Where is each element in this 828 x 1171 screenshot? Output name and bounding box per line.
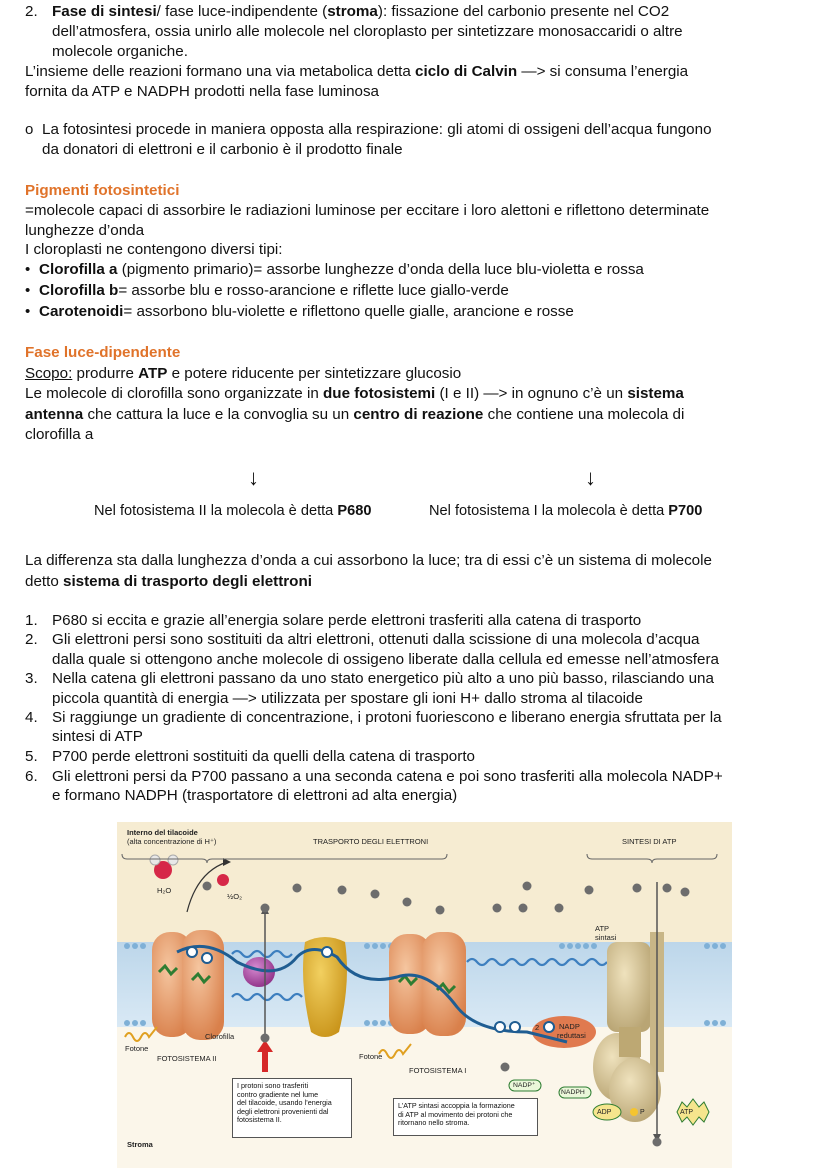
step-line: P700 perde elettroni sostituiti da quelli della catena di trasporto — [52, 748, 475, 765]
bullet-icon: • — [25, 303, 31, 320]
callout-atp-synthase — [393, 1098, 538, 1136]
label-interno-sub: (alta concentrazione di H⁺) — [127, 837, 217, 846]
calvin-text-b: —> si consuma l’energia — [517, 63, 689, 80]
pigment-item — [39, 302, 574, 322]
step-line: sintesi di ATP — [52, 728, 143, 745]
note-line2: da donatori di elettroni e il carbonio è il prodotto finale — [42, 141, 403, 158]
label-atp-sintasi-2: sintasi — [595, 933, 617, 942]
label-adp: ADP — [597, 1109, 612, 1116]
diff-bold: sistema di trasporto degli elettroni — [63, 573, 312, 590]
pigment-desc: = assorbe blu e rosso-arancione e riflette luce giallo-verde — [118, 282, 509, 299]
step-number: 4. — [25, 709, 38, 726]
label-h2o: H₂O — [157, 886, 172, 895]
down-arrow-icon: ↓ — [585, 465, 596, 490]
p1-text-a: Le molecole di clorofilla sono organizzate in — [25, 385, 324, 402]
diff-text: detto — [25, 573, 63, 590]
p2-text-b: che contiene una molecola di — [483, 406, 685, 423]
label-sintesi: SINTESI DI ATP — [622, 837, 677, 846]
pigment-item — [39, 281, 509, 301]
label-stroma: Stroma — [127, 1140, 153, 1149]
diff-line2 — [25, 572, 805, 592]
label-trasporto: TRASPORTO DEGLI ELETTRONI — [313, 837, 429, 846]
p2-text-a: che cattura la luce e la convoglia su un — [83, 406, 354, 423]
phase2-title: Fase di sintesi — [52, 3, 157, 20]
step-number: 1. — [25, 612, 38, 629]
label-pi: P — [640, 1109, 645, 1116]
label-fotosistema-2: FOTOSISTEMA II — [157, 1054, 217, 1063]
step-number: 6. — [25, 768, 38, 785]
step-line: piccola quantità di energia —> utilizzata per spostare gli ioni H+ dallo stroma al tilacoide — [52, 690, 643, 707]
calvin-line2: fornita da ATP e NADPH prodotti nella fase luminosa — [25, 83, 379, 100]
p700-label — [429, 501, 702, 521]
pigment-name: Carotenoidi — [39, 303, 124, 320]
p680-text: Nel fotosistema II la molecola è detta — [94, 503, 338, 519]
oxygen-atom-icon — [217, 874, 229, 886]
calvin-line1 — [25, 62, 805, 82]
pigment-desc: = assorbono blu-violette e riflettono quelle gialle, arancione e rosse — [123, 303, 574, 320]
pigmenti-line2: lunghezze d’onda — [25, 222, 145, 239]
phase2-line2: dell’atmosfera, ossia unirlo alle molecole nel cloroplasto per sintetizzare monosaccaridi o altre — [52, 23, 683, 40]
photosystem-1 — [389, 932, 466, 1036]
callout-line: I protoni sono trasferiti — [237, 1081, 309, 1090]
step-line: P680 si eccita e grazie all’energia solare perde elettroni trasferiti alla catena di trasporto — [52, 612, 642, 629]
phase2-line3: molecole organiche. — [52, 43, 188, 60]
callout-line: fotosistema II. — [237, 1115, 282, 1125]
callout-line: del tilacoide, usando l’energia — [237, 1098, 332, 1108]
label-nadp-reduttasi-2: reduttasi — [557, 1031, 586, 1040]
bullet-icon: • — [25, 282, 31, 299]
phosphate-icon — [630, 1108, 638, 1116]
pigment-desc: (pigmento primario)= assorbe lunghezze d’onda della luce blu-violetta e rossa — [117, 261, 644, 278]
phase2-text-b: ): fissazione del carbonio presente nel CO2 — [377, 3, 670, 20]
callout-line: L’ATP sintasi accoppia la formazione — [398, 1101, 515, 1110]
label-fotosistema-1: FOTOSISTEMA I — [409, 1066, 467, 1075]
scopo-bold: ATP — [138, 365, 168, 382]
calvin-text-a: L’insieme delle reazioni formano una via metabolica detta — [25, 63, 416, 80]
p2-bold1: antenna — [25, 406, 84, 423]
bullet-icon: • — [25, 261, 31, 278]
fotosistemi-line2 — [25, 405, 805, 425]
step-number: 2. — [25, 631, 38, 648]
step-line: Gli elettroni persi da P700 passano a una seconda catena e poi sono trasferiti alla molecola NADP+ — [52, 768, 723, 785]
step-line: e formano NADPH (trasportatore di elettroni ad alta energia) — [52, 787, 458, 804]
calvin-bold: ciclo di Calvin — [415, 63, 518, 80]
phase2-text-a: / fase luce-indipendente ( — [156, 3, 328, 20]
fotosistemi-line3: clorofilla a — [25, 426, 94, 443]
step-line: Nella catena gli elettroni passano da uno stato energetico più alto a uno più basso, rilasciando una — [52, 670, 714, 687]
phase2-line1 — [25, 2, 805, 22]
label-o2: ½O₂ — [227, 892, 242, 901]
step-number: 5. — [25, 748, 38, 765]
scopo-text-b: e potere riducente per sintetizzare glucosio — [167, 365, 462, 382]
callout-proton-transfer — [232, 1078, 352, 1138]
label-fotone: Fotone — [359, 1052, 383, 1061]
label-nadp-plus: NADP⁺ — [513, 1082, 536, 1089]
pigmenti-line3: I cloroplasti ne contengono diversi tipi: — [25, 241, 283, 258]
step-line: dalla quale si ottengono anche molecole di ossigeno liberate dalla cellula ed emesse nell’atmosfera — [52, 651, 719, 668]
pigment-item — [39, 260, 644, 280]
thylakoid-figure — [117, 822, 732, 1168]
p1-bold1: due fotosistemi — [323, 385, 436, 402]
p680-label — [94, 501, 371, 521]
fotosistemi-line1 — [25, 384, 805, 404]
pigment-name: Clorofilla b — [39, 282, 119, 299]
pigment-name: Clorofilla a — [39, 261, 118, 278]
down-arrow-icon: ↓ — [248, 465, 259, 490]
diff-line1: La differenza sta dalla lunghezza d’onda a cui assorbono la luce; tra di essi c’è un sistema di molecole — [25, 552, 712, 569]
label-clorofilla: Clorofilla — [205, 1032, 235, 1041]
step-line: Si raggiunge un gradiente di concentrazione, i protoni fuoriescono e liberano energia sfruttata per la — [52, 709, 722, 726]
callout-line: contro gradiente nel lume — [237, 1089, 319, 1099]
pigmenti-line1: =molecole capaci di assorbire le radiazioni luminose per eccitare i loro alettoni e riflettono determinate — [25, 202, 710, 219]
p2-bold2: centro di reazione — [353, 406, 484, 423]
scopo-text-a: produrre — [72, 365, 139, 382]
label-atp-sintasi-1: ATP — [595, 924, 610, 933]
label-fotone: Fotone — [125, 1044, 149, 1053]
pigmenti-heading: Pigmenti fotosintetici — [25, 182, 180, 199]
note-bullet-icon: o — [25, 121, 34, 138]
label-two: 2 — [535, 1023, 540, 1032]
p680-bold: P680 — [337, 503, 372, 519]
p1-text-b: (I e II) —> in ognuno c’è un — [435, 385, 628, 402]
callout-line: degli elettroni provenienti dal — [237, 1106, 329, 1116]
callout-line: di ATP al movimento dei protoni che — [398, 1109, 513, 1119]
p1-bold2: sistema — [627, 385, 684, 402]
scopo-label: Scopo: — [25, 365, 73, 382]
label-nadp-reduttasi-1: NADP — [559, 1022, 580, 1031]
label-interno: Interno del tilacoide — [127, 828, 198, 837]
label-nadph: NADPH — [561, 1089, 585, 1096]
step-number: 3. — [25, 670, 38, 687]
fase-luce-heading: Fase luce-dipendente — [25, 344, 181, 361]
phase2-number: 2. — [25, 3, 38, 20]
label-atp: ATP — [680, 1109, 694, 1116]
p700-bold: P700 — [668, 503, 703, 519]
phase2-stroma: stroma — [327, 3, 378, 20]
note-line1: La fotosintesi procede in maniera opposta alla respirazione: gli atomi di ossigeni dell’acqua fungono — [42, 121, 712, 138]
step-line: Gli elettroni persi sono sostituiti da altri elettroni, ottenuti dalla scissione di una molecola d’acqua — [52, 631, 700, 648]
scopo-line — [25, 364, 805, 384]
p700-text: Nel fotosistema I la molecola è detta — [429, 503, 669, 519]
callout-line: ritornano nello stroma. — [398, 1118, 470, 1128]
